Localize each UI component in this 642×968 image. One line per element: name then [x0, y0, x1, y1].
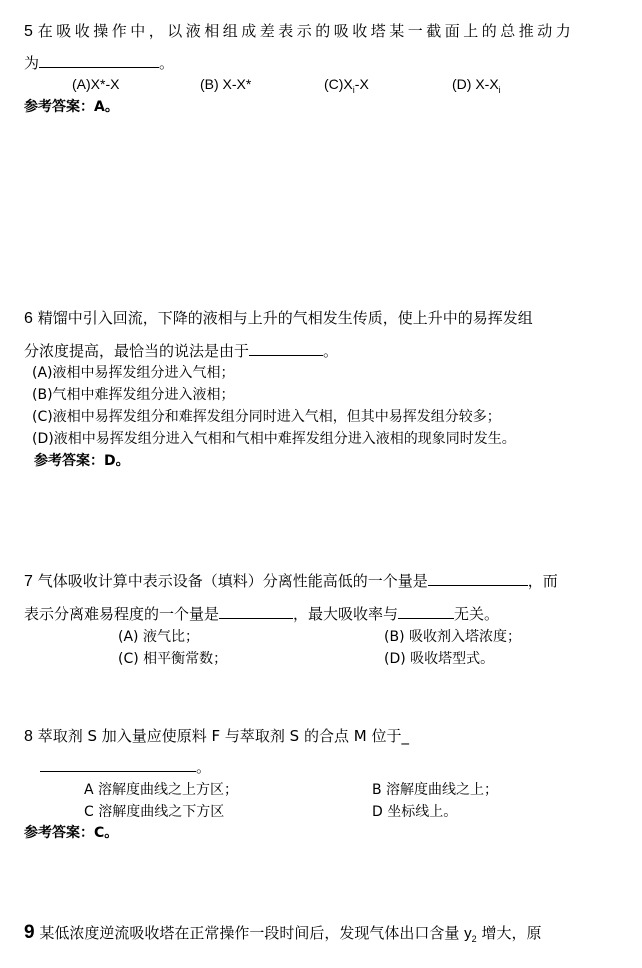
q9-stem-var: y	[464, 925, 472, 942]
q5-option-a: (A)X*-X	[72, 76, 120, 92]
q8-stem-text: 萃取剂 S 加入量应使原料 F 与萃取剂 S 的合点 M 位于_	[37, 727, 409, 745]
q9-stem	[24, 922, 541, 944]
q8-stem-line2	[40, 756, 211, 777]
q9-stem-var-sub: 2	[471, 934, 477, 944]
q6-number: 6	[24, 310, 33, 327]
q6-stem-text: 精馏中引入回流，下降的液相与上升的气相发生传质，使上升中的易挥发组	[37, 309, 533, 327]
q7-stem-prefix: 气体吸收计算中表示设备（填料）分离性能高低的一个量是	[37, 572, 428, 590]
q7-stem-line1	[24, 570, 558, 591]
q6-answer-blank	[249, 341, 323, 356]
q5-option-c-prefix: (C)X	[324, 76, 353, 92]
q6-answer-label: 参考答案：	[34, 453, 104, 469]
q5-stem-text: 在吸收操作中，以液相组成差表示的吸收塔某一截面上的总推动力	[37, 22, 575, 40]
q5-answer-value: A。	[94, 99, 119, 115]
q8-answer	[24, 822, 118, 842]
q8-answer-value: C。	[94, 825, 119, 841]
q7-stem2-mid: ，最大吸收率与	[293, 605, 399, 623]
q7-blank-1	[428, 571, 528, 586]
q5-option-c	[324, 76, 369, 95]
q7-number: 7	[24, 573, 33, 590]
q5-stem-suffix: 。	[159, 54, 175, 72]
q5-answer-label: 参考答案：	[24, 99, 94, 115]
q6-stem-suffix: 。	[323, 342, 339, 360]
q6-stem-line2	[24, 340, 338, 361]
q5-option-d	[452, 76, 501, 95]
q7-stem2-suffix: 无关。	[454, 605, 500, 623]
q8-answer-label: 参考答案：	[24, 825, 94, 841]
q7-stem-line2	[24, 603, 499, 624]
q6-option-c: (C)液相中易挥发组分和难挥发组分同时进入气相，但其中易挥发组分较多；	[32, 409, 501, 425]
q5-option-d-sub: i	[498, 84, 501, 95]
q5-option-b: (B) X-X*	[200, 76, 252, 92]
q9-stem-prefix: 某低浓度逆流吸收塔在正常操作一段时间后，发现气体出口含量	[39, 924, 460, 942]
q7-stem-suffix: ，而	[527, 572, 558, 590]
q8-option-b: B 溶解度曲线之上；	[372, 782, 499, 798]
q7-blank-2	[219, 604, 293, 619]
q5-number: 5	[24, 23, 33, 40]
q8-option-c: C 溶解度曲线之下方区	[84, 804, 225, 820]
q5-answer-blank	[39, 53, 159, 68]
q6-stem-prefix: 分浓度提高，最恰当的说法是由于	[24, 342, 250, 360]
q5-option-c-suffix: -X	[354, 76, 369, 92]
q5-stem-line1	[24, 20, 574, 41]
q5-stem-line2	[24, 52, 174, 73]
q7-option-b: (B) 吸收剂入塔浓度；	[384, 629, 521, 645]
q8-option-a: A 溶解度曲线之上方区；	[84, 782, 239, 798]
q7-option-d: (D) 吸收塔型式。	[384, 651, 495, 667]
q6-answer	[34, 450, 130, 470]
q6-option-a: (A)液相中易挥发组分进入气相；	[32, 365, 235, 381]
q8-answer-blank	[40, 757, 196, 772]
q5-answer	[24, 96, 119, 116]
q7-option-a: (A) 液气比；	[118, 629, 199, 645]
q7-stem2-prefix: 表示分离难易程度的一个量是	[24, 605, 220, 623]
q7-option-c: (C) 相平衡常数；	[118, 651, 228, 667]
q6-answer-value: D。	[104, 453, 130, 469]
q9-stem-suffix: 增大，原	[481, 924, 542, 942]
q5-option-d-prefix: (D) X-X	[452, 76, 499, 92]
q8-option-d: D 坐标线上。	[372, 804, 458, 820]
q7-blank-3	[398, 604, 454, 619]
q8-stem-suffix: 。	[196, 758, 212, 776]
q6-option-b: (B)气相中难挥发组分进入液相；	[32, 387, 235, 403]
q9-number: 9	[24, 922, 35, 943]
q8-stem-line1	[24, 725, 409, 746]
q6-option-d: (D)液相中易挥发组分进入气相和气相中难挥发组分进入液相的现象同时发生。	[32, 431, 516, 447]
q8-number: 8	[24, 728, 33, 745]
q5-option-c-sub: i	[352, 84, 355, 95]
q5-stem-prefix: 为	[24, 54, 40, 72]
q6-stem-line1	[24, 307, 533, 328]
